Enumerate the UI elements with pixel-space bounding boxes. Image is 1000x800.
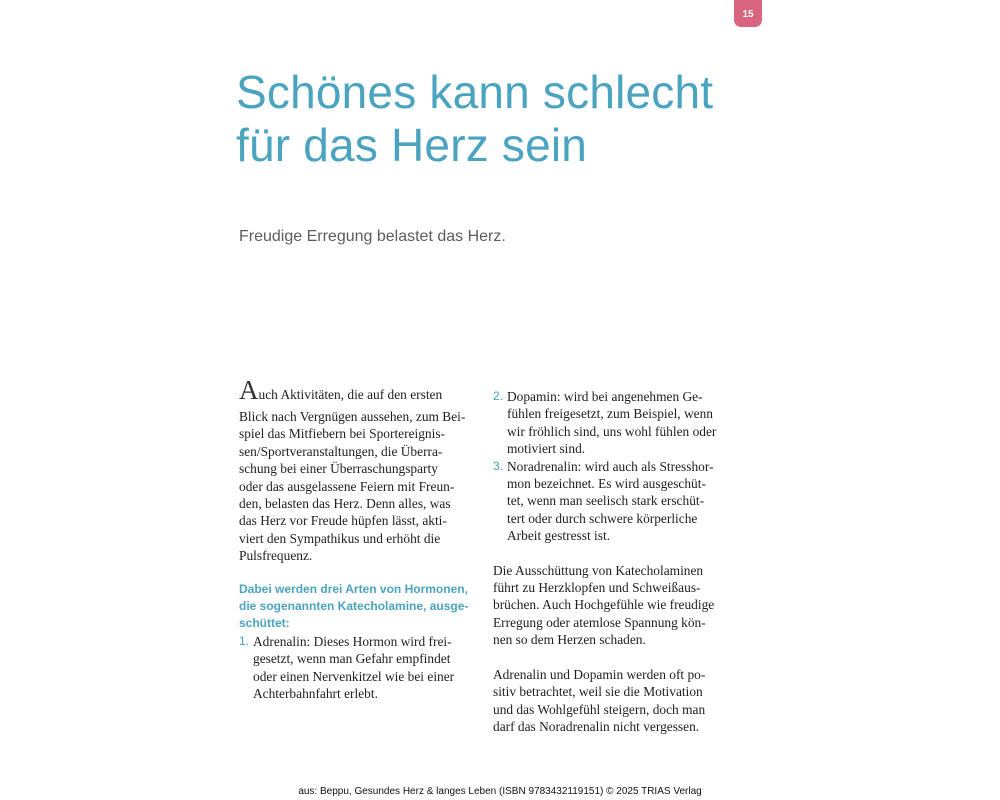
text-line: schung bei einer Überraschungsparty bbox=[239, 461, 438, 477]
text-line: brüchen. Auch Hochgefühle wie freudige bbox=[493, 597, 715, 613]
text-line: sen/Sportveranstaltungen, die Überra- bbox=[239, 443, 443, 459]
text-line: Die Ausschüttung von Katecholaminen bbox=[493, 562, 704, 578]
page-number-badge: 15 bbox=[734, 0, 762, 27]
text-line: den, belasten das Herz. Denn alles, was bbox=[239, 496, 451, 512]
text-line: nen so dem Herzen schaden. bbox=[493, 632, 646, 648]
heading-line: schüttet: bbox=[239, 616, 290, 631]
text-line-content: uch Aktivitäten, die auf den ersten bbox=[258, 387, 443, 402]
heading-line: Dabei werden drei Arten von Hormonen, bbox=[239, 581, 468, 596]
text-line: das Herz vor Freude hüpfen lässt, akti- bbox=[239, 513, 447, 529]
text-line: Noradrenalin: wird auch als Stresshor- bbox=[507, 458, 714, 474]
text-line bbox=[239, 375, 471, 408]
text-line: oder einen Nervenkitzel wie bei einer bbox=[253, 668, 455, 684]
conclusion-paragraph bbox=[493, 666, 733, 736]
hormones-heading bbox=[239, 581, 471, 633]
text-line: gesetzt, wenn man Gefahr empfindet bbox=[253, 651, 451, 667]
list-item-adrenalin bbox=[239, 633, 471, 703]
text-line: Pulsfrequenz. bbox=[239, 548, 313, 564]
source-footer: aus: Beppu, Gesundes Herz & langes Leben (ISBN 9783432119151) © 2025 TRIAS Verlag bbox=[298, 786, 702, 797]
text-line: viert den Sympathikus und erhöht die bbox=[239, 530, 441, 546]
text-line: Erregung oder atemlose Spannung kön- bbox=[493, 614, 706, 630]
text-line: mon bezeichnet. Es wird ausgeschüt- bbox=[507, 476, 706, 492]
list-number: 3. bbox=[493, 458, 504, 473]
right-column bbox=[493, 388, 733, 735]
text-line: darf das Noradrenalin nicht vergessen. bbox=[493, 718, 700, 734]
page-subtitle: Freudige Erregung belastet das Herz. bbox=[239, 228, 506, 245]
list-item-noradrenalin bbox=[493, 458, 733, 545]
text-line: Achterbahnfahrt erlebt. bbox=[253, 686, 378, 702]
text-line: tert oder durch schwere körperliche bbox=[507, 510, 698, 526]
heading-line: die sogenannten Katecholamine, ausge- bbox=[239, 599, 469, 614]
page-title bbox=[236, 66, 756, 172]
text-line: sitiv betrachtet, weil sie die Motivation bbox=[493, 684, 703, 700]
text-line: wir fröhlich sind, uns wohl fühlen oder bbox=[507, 423, 717, 439]
left-column bbox=[239, 375, 471, 703]
intro-paragraph bbox=[239, 375, 471, 565]
text-line: Dopamin: wird bei angenehmen Ge- bbox=[507, 389, 703, 404]
text-line: fühlen freigesetzt, zum Beispiel, wenn bbox=[507, 406, 713, 422]
text-line: führt zu Herzklopfen und Schweißaus- bbox=[493, 580, 701, 596]
text-line: oder das ausgelassene Feiern mit Freun- bbox=[239, 478, 455, 494]
katecholamine-paragraph bbox=[493, 562, 733, 649]
text-line: tet, wenn man seelisch stark erschüt- bbox=[507, 493, 705, 509]
text-line: motiviert sind. bbox=[507, 441, 586, 457]
list-number: 2. bbox=[493, 389, 504, 403]
drop-cap: A bbox=[239, 375, 259, 405]
text-line: Adrenalin und Dopamin werden oft po- bbox=[493, 666, 706, 682]
title-line: für das Herz sein bbox=[236, 119, 588, 171]
list-number: 1. bbox=[239, 633, 250, 648]
text-line: spiel das Mitfiebern bei Sportereignis- bbox=[239, 426, 446, 442]
text-line: und das Wohlgefühl steigern, doch man bbox=[493, 701, 706, 717]
title-line: Schönes kann schlecht bbox=[236, 66, 714, 118]
text-line: Blick nach Vergnügen aussehen, zum Bei- bbox=[239, 409, 466, 424]
text-line: Adrenalin: Dieses Hormon wird frei- bbox=[253, 633, 452, 649]
list-item-dopamin bbox=[493, 388, 733, 458]
text-line: Arbeit gestresst ist. bbox=[507, 528, 611, 544]
